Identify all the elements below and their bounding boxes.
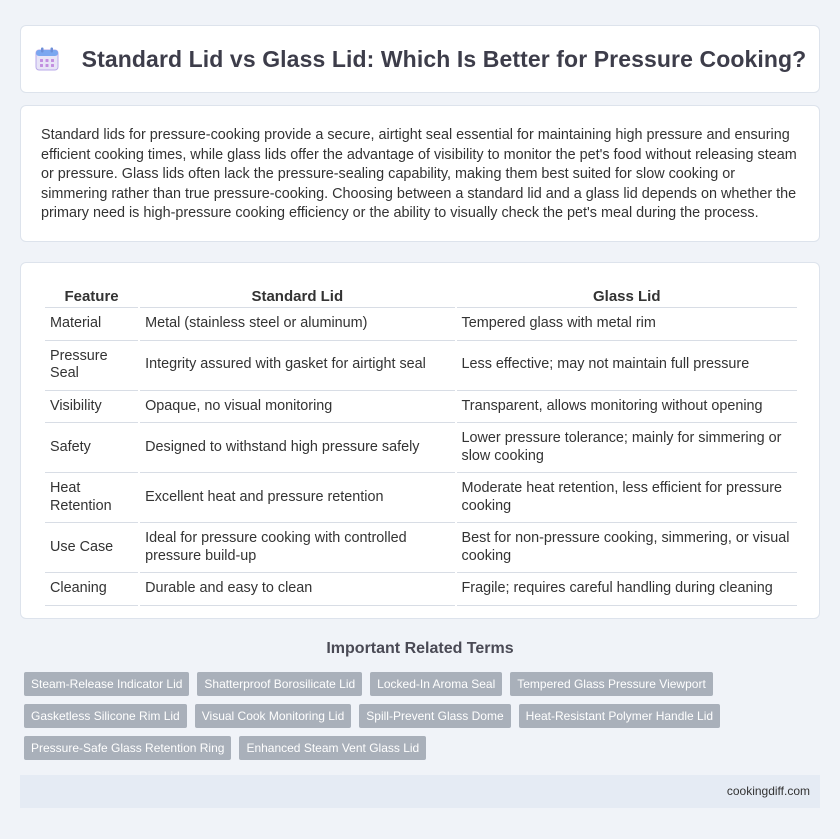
tag-row xyxy=(24,672,824,696)
related-term-tag[interactable]: Heat-Resistant Polymer Handle Lid xyxy=(519,704,720,728)
related-term-tag[interactable]: Spill-Prevent Glass Dome xyxy=(359,704,510,728)
related-term-tag[interactable]: Locked-In Aroma Seal xyxy=(370,672,502,696)
tag-row xyxy=(24,704,824,728)
feature-cell: Safety xyxy=(45,423,138,473)
table-row xyxy=(45,391,797,424)
feature-cell: Cleaning xyxy=(45,573,138,606)
glass-lid-cell: Transparent, allows monitoring without opening xyxy=(457,391,797,424)
comparison-table xyxy=(43,283,799,606)
glass-lid-cell: Lower pressure tolerance; mainly for simmering or slow cooking xyxy=(457,423,797,473)
footer xyxy=(20,775,820,808)
standard-lid-cell: Opaque, no visual monitoring xyxy=(140,391,454,424)
feature-cell: Use Case xyxy=(45,523,138,573)
table-row xyxy=(45,341,797,391)
page-title: Standard Lid vs Glass Lid: Which Is Better for Pressure Cooking? xyxy=(81,45,807,72)
glass-lid-cell: Best for non-pressure cooking, simmering, or visual cooking xyxy=(457,523,797,573)
related-terms-list xyxy=(24,672,824,768)
standard-lid-cell: Durable and easy to clean xyxy=(140,573,454,606)
glass-lid-cell: Moderate heat retention, less efficient for pressure cooking xyxy=(457,473,797,523)
feature-cell: Pressure Seal xyxy=(45,341,138,391)
feature-cell: Heat Retention xyxy=(45,473,138,523)
footer-site-name[interactable]: cookingdiff.com xyxy=(726,784,810,798)
table-header-row xyxy=(45,283,797,308)
glass-lid-cell: Fragile; requires careful handling during cleaning xyxy=(457,573,797,606)
standard-lid-cell: Integrity assured with gasket for airtight seal xyxy=(140,341,454,391)
intro-card xyxy=(20,105,820,242)
column-header-glass-lid: Glass Lid xyxy=(457,283,797,308)
feature-cell: Material xyxy=(45,308,138,341)
related-term-tag[interactable]: Visual Cook Monitoring Lid xyxy=(195,704,352,728)
feature-cell: Visibility xyxy=(45,391,138,424)
column-header-feature: Feature xyxy=(45,283,138,308)
related-term-tag[interactable]: Tempered Glass Pressure Viewport xyxy=(510,672,713,696)
related-terms-title: Important Related Terms xyxy=(326,640,514,657)
table-row xyxy=(45,423,797,473)
glass-lid-cell: Tempered glass with metal rim xyxy=(457,308,797,341)
table-row xyxy=(45,573,797,606)
related-term-tag[interactable]: Pressure-Safe Glass Retention Ring xyxy=(24,736,231,760)
table-row xyxy=(45,523,797,573)
calendar-icon xyxy=(34,46,60,72)
table-row xyxy=(45,308,797,341)
standard-lid-cell: Ideal for pressure cooking with controlled pressure build-up xyxy=(140,523,454,573)
related-term-tag[interactable]: Gasketless Silicone Rim Lid xyxy=(24,704,187,728)
column-header-standard-lid: Standard Lid xyxy=(140,283,454,308)
standard-lid-cell: Metal (stainless steel or aluminum) xyxy=(140,308,454,341)
intro-paragraph: Standard lids for pressure-cooking provide a secure, airtight seal essential for maintaining high pressure and ensuring efficient cooking times, while glass lids offer the advantage of visibility to monitor the pet's food without releasing steam or pressure. Glass lids often lack the pressure-sealing capability, making them best suited for slow cooking or simmering rather than true pressure-cooking. Choosing between a standard lid and a glass lid depends on whether the primary need is high-pressure cooking efficiency or the ability to visually check the pet's meal during the process. xyxy=(41,127,797,222)
glass-lid-cell: Less effective; may not maintain full pressure xyxy=(457,341,797,391)
related-term-tag[interactable]: Steam-Release Indicator Lid xyxy=(24,672,189,696)
related-term-tag[interactable]: Enhanced Steam Vent Glass Lid xyxy=(239,736,426,760)
standard-lid-cell: Designed to withstand high pressure safely xyxy=(140,423,454,473)
table-row xyxy=(45,473,797,523)
related-term-tag[interactable]: Shatterproof Borosilicate Lid xyxy=(197,672,362,696)
tag-row xyxy=(24,736,824,760)
header-card xyxy=(20,25,820,93)
standard-lid-cell: Excellent heat and pressure retention xyxy=(140,473,454,523)
comparison-table-card xyxy=(20,262,820,619)
